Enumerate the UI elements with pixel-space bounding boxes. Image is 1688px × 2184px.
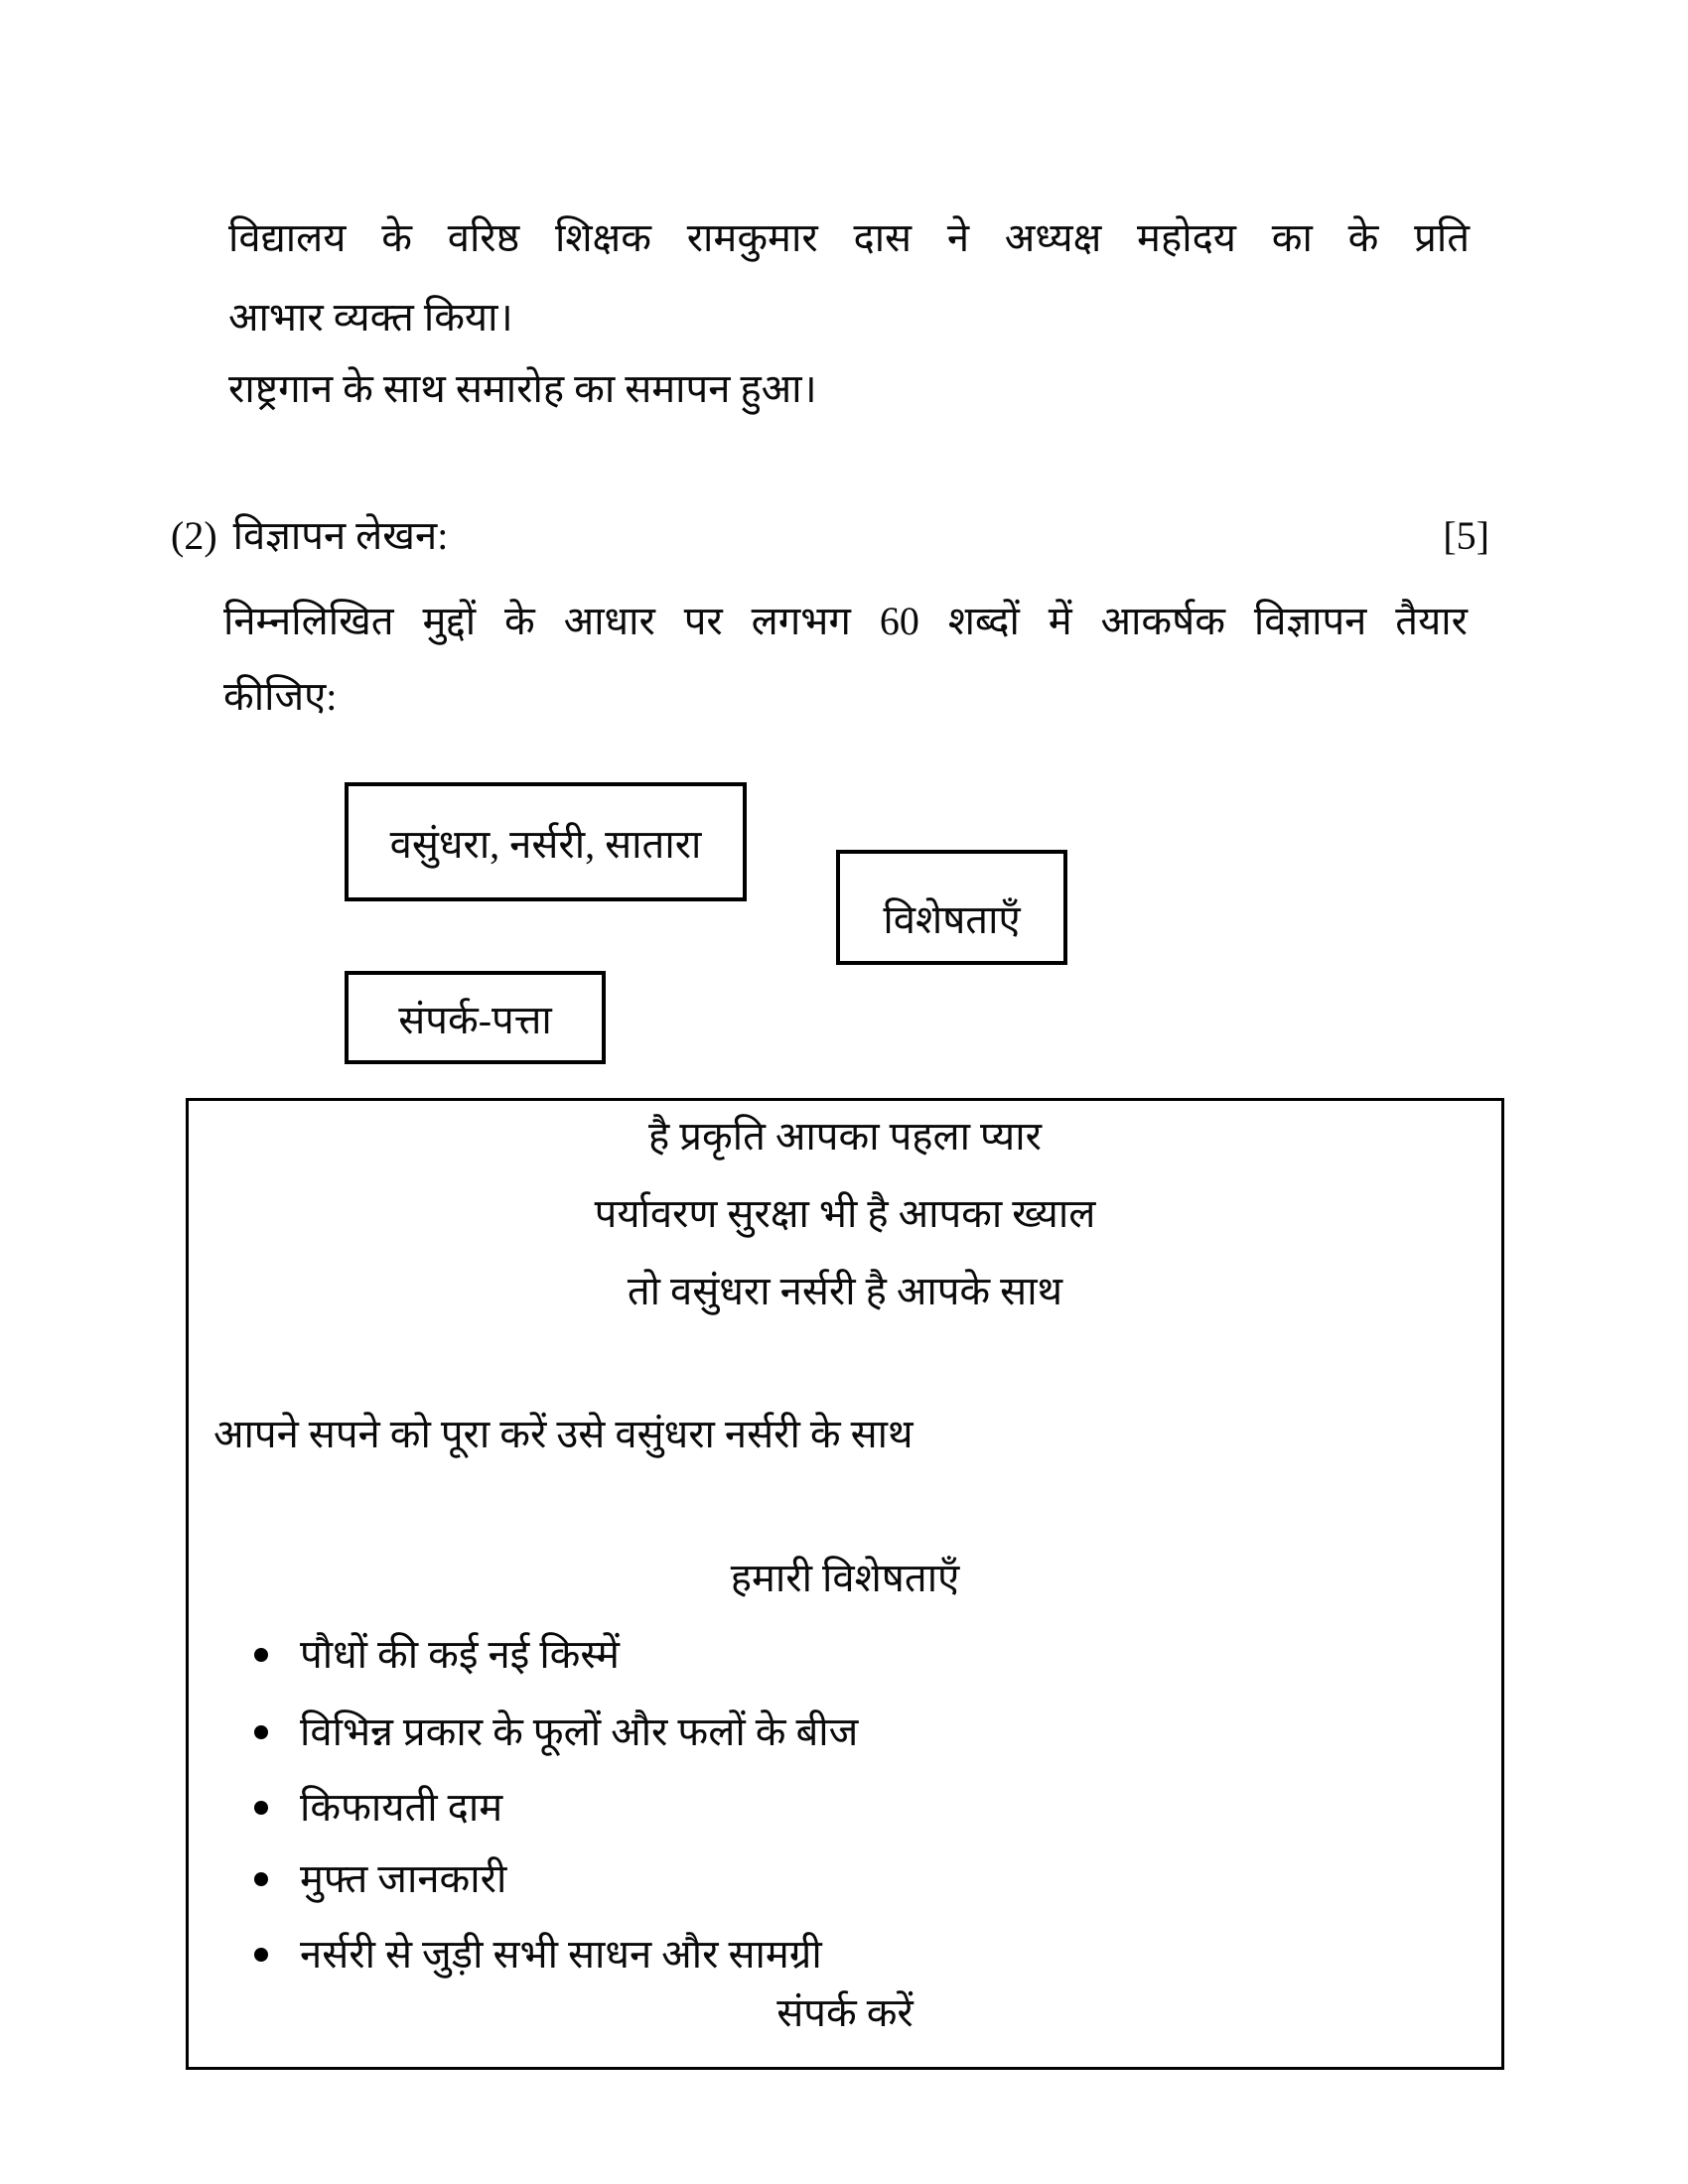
hint-box-features: विशेषताएँ [836,850,1067,965]
question-number: (2) [171,513,217,558]
answer-paragraph [228,199,1470,357]
bullet-dot-icon [254,1948,268,1962]
bullet-dot-icon [254,1872,268,1886]
answer-line-2: आभार व्यक्त किया। [228,295,513,340]
ad-slogan-line-2: पर्यावरण सुरक्षा भी है आपका ख्याल [594,1191,1096,1236]
feature-text: विभिन्न प्रकार के फूलों और फलों के बीज [300,1709,859,1754]
feature-text: नर्सरी से जुड़ी सभी साधन और सामग्री [300,1932,822,1977]
question-title: विज्ञापन लेखन: [232,513,449,558]
question-instruction [223,584,1468,735]
feature-text: मुफ्त जानकारी [300,1856,507,1901]
question-marks: [5] [1443,513,1489,558]
hint-box-nursery-name: वसुंधरा, नर्सरी, सातारा [345,782,747,901]
feature-item [254,1705,858,1760]
feature-item [254,1851,506,1907]
feature-item [254,1627,620,1683]
feature-text: किफायती दाम [300,1785,503,1830]
instruction-line-2: कीजिए: [223,674,338,719]
bullet-dot-icon [254,1648,268,1662]
instruction-line-1: निम्नलिखित मुद्दों के आधार पर लगभग 60 शब्दों में आकर्षक विज्ञापन तैयार [223,599,1468,643]
answer-line-1: विद्यालय के वरिष्ठ शिक्षक रामकुमार दास ने अध्यक्ष महोदय का के प्रति [228,215,1470,260]
ad-tagline: आपने सपने को पूरा करें उसे वसुंधरा नर्सरी के साथ [213,1412,914,1456]
feature-item [254,1927,822,1982]
advertisement-box [186,1098,1504,2070]
ad-contact-footer: संपर्क करें [776,1990,914,2035]
bullet-dot-icon [254,1725,268,1739]
answer-closing-line: राष्ट्रगान के साथ समारोह का समापन हुआ। [228,366,817,411]
ad-slogan-line-1: है प्रकृति आपका पहला प्यार [648,1114,1042,1159]
ad-slogan-line-3: तो वसुंधरा नर्सरी है आपके साथ [627,1269,1063,1313]
question-heading [171,496,448,576]
ad-features-heading: हमारी विशेषताएँ [730,1556,960,1600]
bullet-dot-icon [254,1801,268,1815]
feature-text: पौधों की कई नई किस्में [300,1632,620,1677]
question-heading-row [171,496,1489,576]
hint-box-contact-address: संपर्क-पत्ता [345,971,606,1064]
feature-item [254,1780,502,1836]
